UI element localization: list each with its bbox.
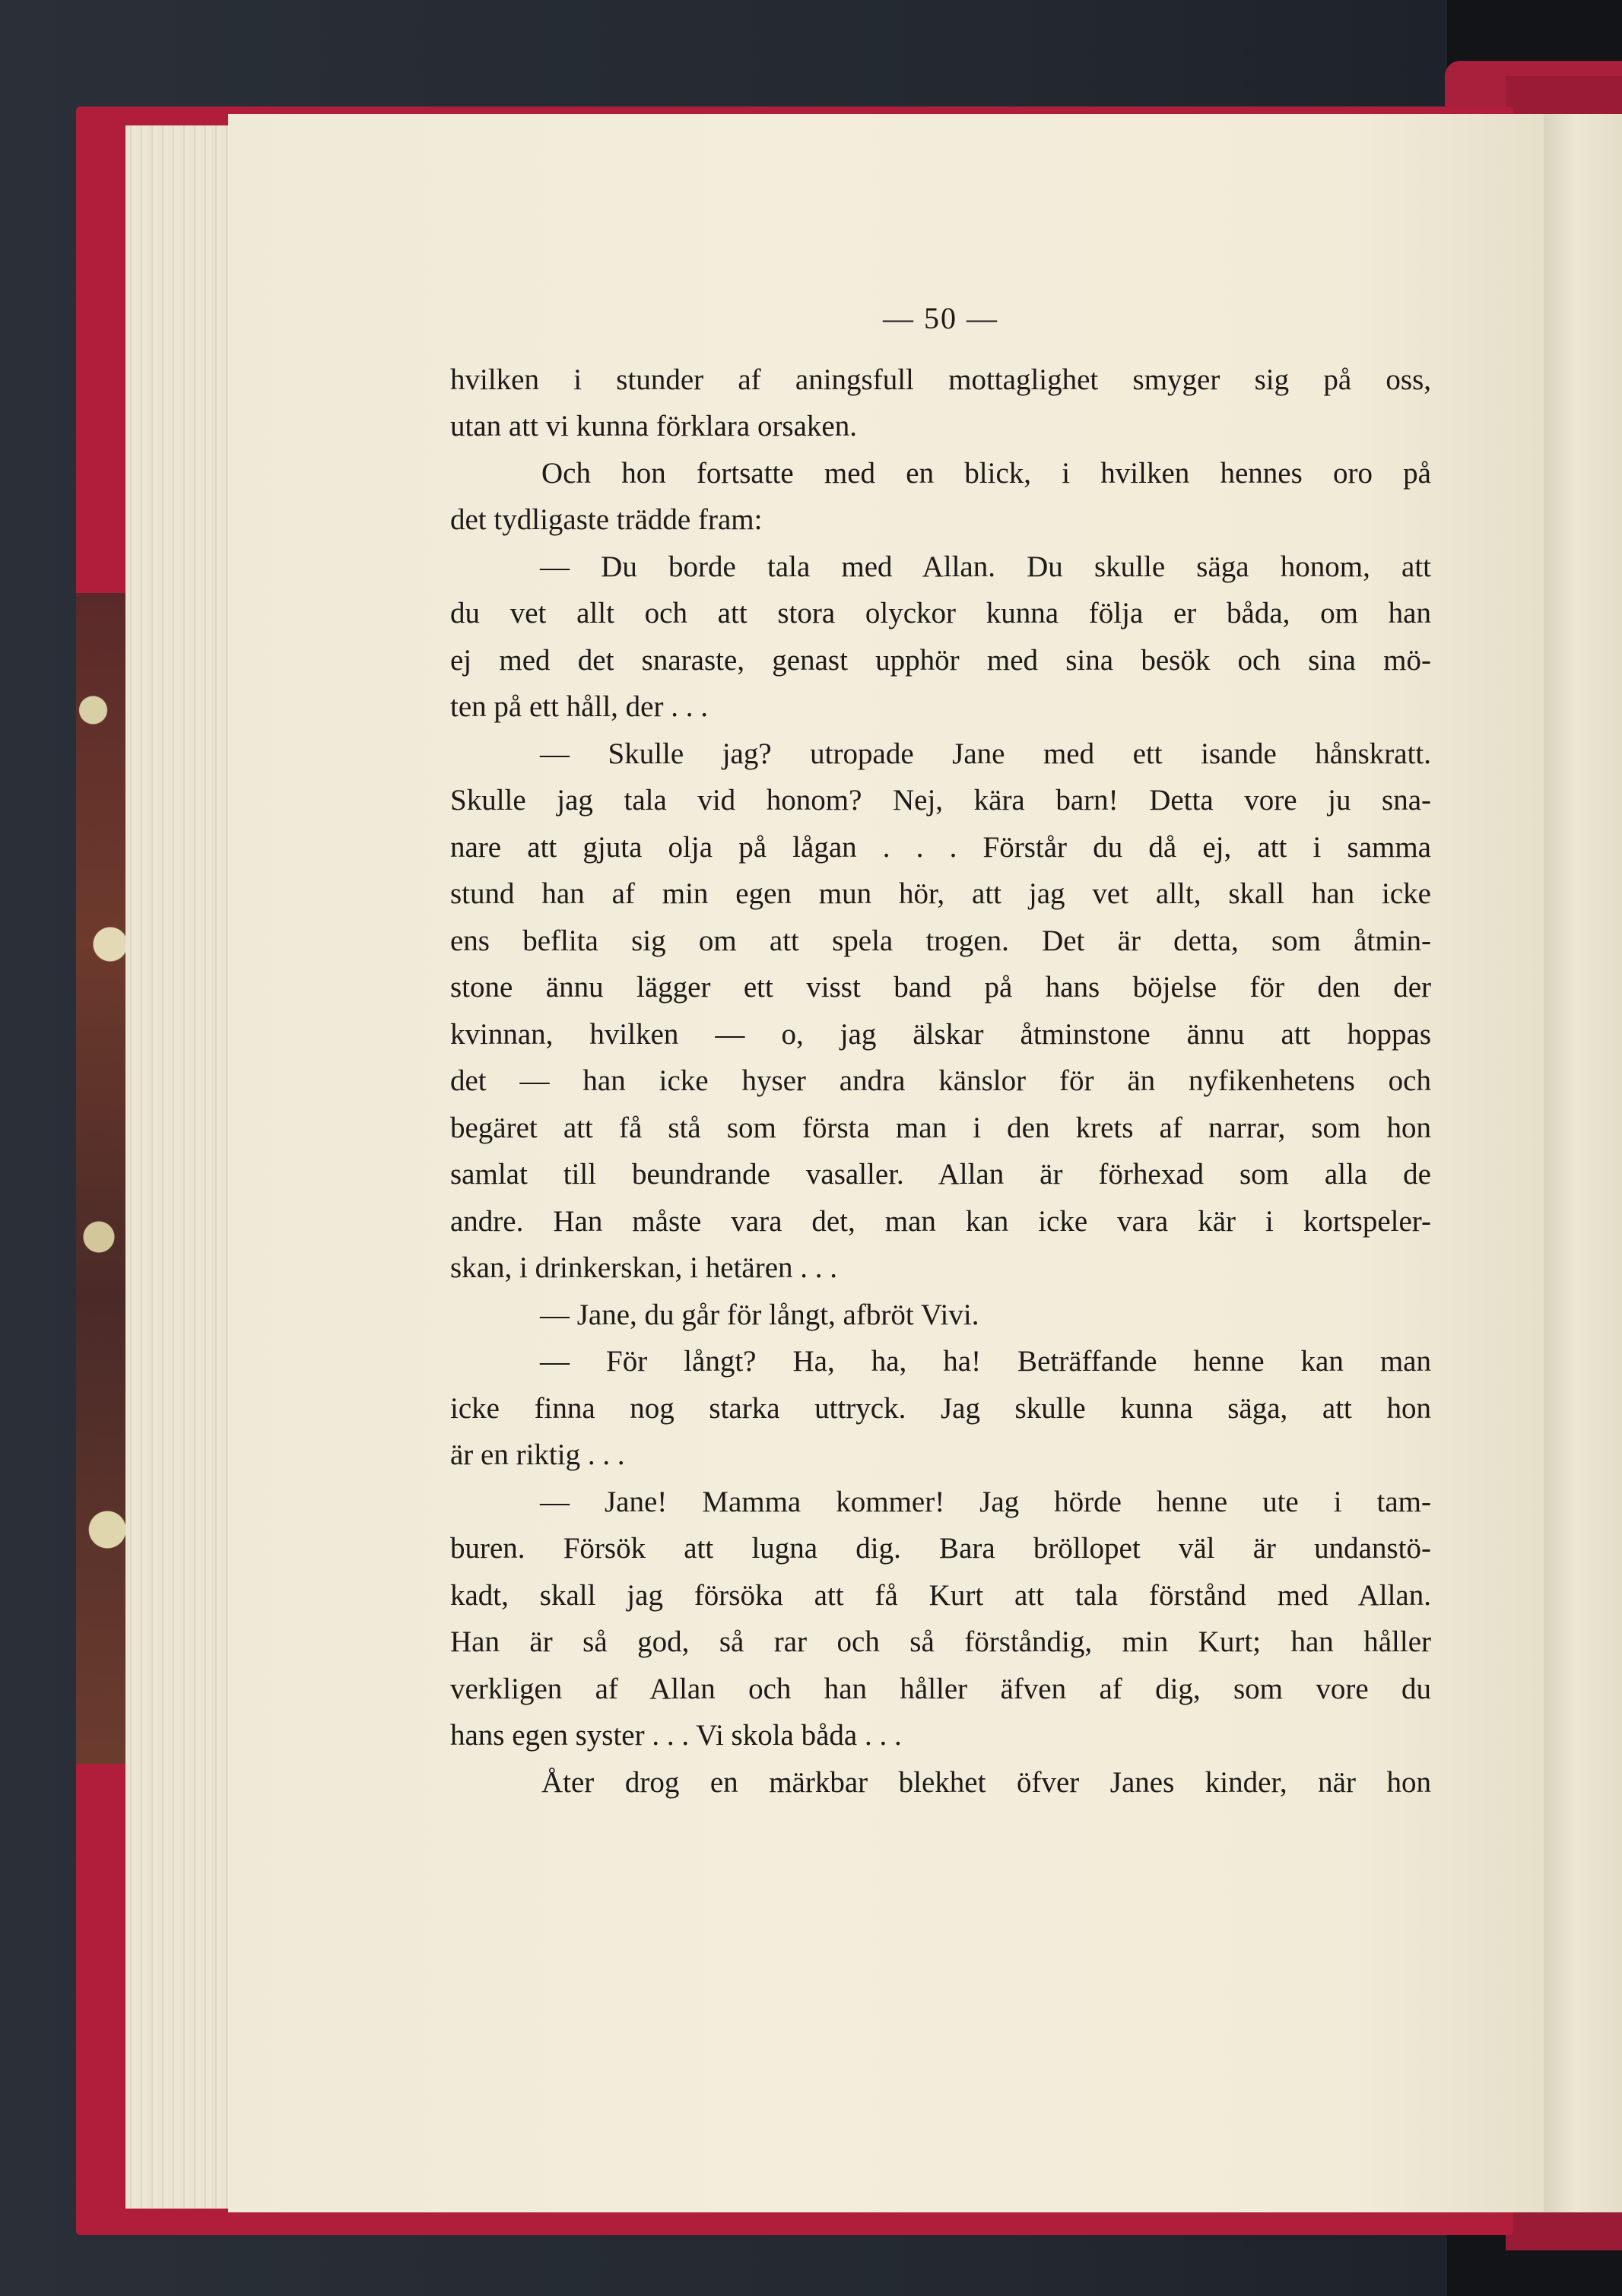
text-line: är en riktig . . .: [450, 1438, 625, 1471]
text-line: — Jane, du går för långt, afbröt Vivi.: [540, 1299, 979, 1331]
text-line: Han är så god, så rar och så förståndig, min Kurt; han håller: [450, 1625, 1431, 1658]
text-line: skan, i drinkerskan, i hetären . . .: [450, 1251, 838, 1284]
text-line: hans egen syster . . . Vi skola båda . . .: [450, 1719, 902, 1752]
text-line: kadt, skall jag försöka att få Kurt att tala förstånd med Allan.: [450, 1579, 1431, 1612]
text-line: Skulle jag tala vid honom? Nej, kära barn! Detta vore ju sna-: [450, 784, 1431, 817]
marbled-endpaper: [76, 593, 133, 1764]
text-line: ens beflita sig om att spela trogen. Det är detta, som åtmin-: [450, 924, 1431, 957]
text-line: icke finna nog starka uttryck. Jag skulle kunna säga, att hon: [450, 1392, 1431, 1425]
text-line: buren. Försök att lugna dig. Bara bröllopet väl är undanstö-: [450, 1532, 1431, 1565]
text-line: stone ännu lägger ett visst band på hans böjelse för den der: [450, 971, 1431, 1004]
text-line: andre. Han måste vara det, man kan icke vara kär i kortspeler-: [450, 1205, 1431, 1238]
text-line: Och hon fortsatte med en blick, i hvilken hennes oro på: [541, 457, 1431, 490]
text-line: — Jane! Mamma kommer! Jag hörde henne ute i tam-: [540, 1486, 1431, 1518]
text-line: — Du borde tala med Allan. Du skulle säga honom, att: [540, 550, 1431, 583]
text-line: Åter drog en märkbar blekhet öfver Janes kinder, när hon: [541, 1766, 1431, 1799]
text-line: hvilken i stunder af aningsfull mottaglighet smyger sig på oss,: [450, 363, 1431, 396]
next-page-edge: [1544, 114, 1622, 2212]
text-line: samlat till beundrande vasaller. Allan är förhexad som alla de: [450, 1158, 1431, 1191]
text-line: — För långt? Ha, ha, ha! Beträffande henne kan man: [540, 1345, 1431, 1378]
text-line: det — han icke hyser andra känslor för än nyfikenhetens och: [450, 1064, 1431, 1097]
text-line: nare att gjuta olja på lågan . . . Förstår du då ej, att i samma: [450, 831, 1431, 864]
page-number: — 50 —: [883, 301, 998, 335]
text-line: — Skulle jag? utropade Jane med ett isande hånskratt.: [540, 737, 1431, 770]
text-line: begäret att få stå som första man i den krets af narrar, som hon: [450, 1112, 1431, 1144]
text-line: du vet allt och att stora olyckor kunna följa er båda, om han: [450, 597, 1431, 629]
text-line: ej med det snaraste, genast upphör med sina besök och sina mö-: [450, 644, 1431, 677]
text-line: utan att vi kunna förklara orsaken.: [450, 410, 857, 442]
text-line: kvinnan, hvilken — o, jag älskar åtminstone ännu att hoppas: [450, 1018, 1431, 1051]
text-line: ten på ett håll, der . . .: [450, 690, 708, 723]
text-line: det tydligaste trädde fram:: [450, 503, 763, 536]
text-line: stund han af min egen mun hör, att jag vet allt, skall han icke: [450, 877, 1431, 910]
text-line: verkligen af Allan och han håller äfven af dig, som vore du: [450, 1673, 1431, 1705]
